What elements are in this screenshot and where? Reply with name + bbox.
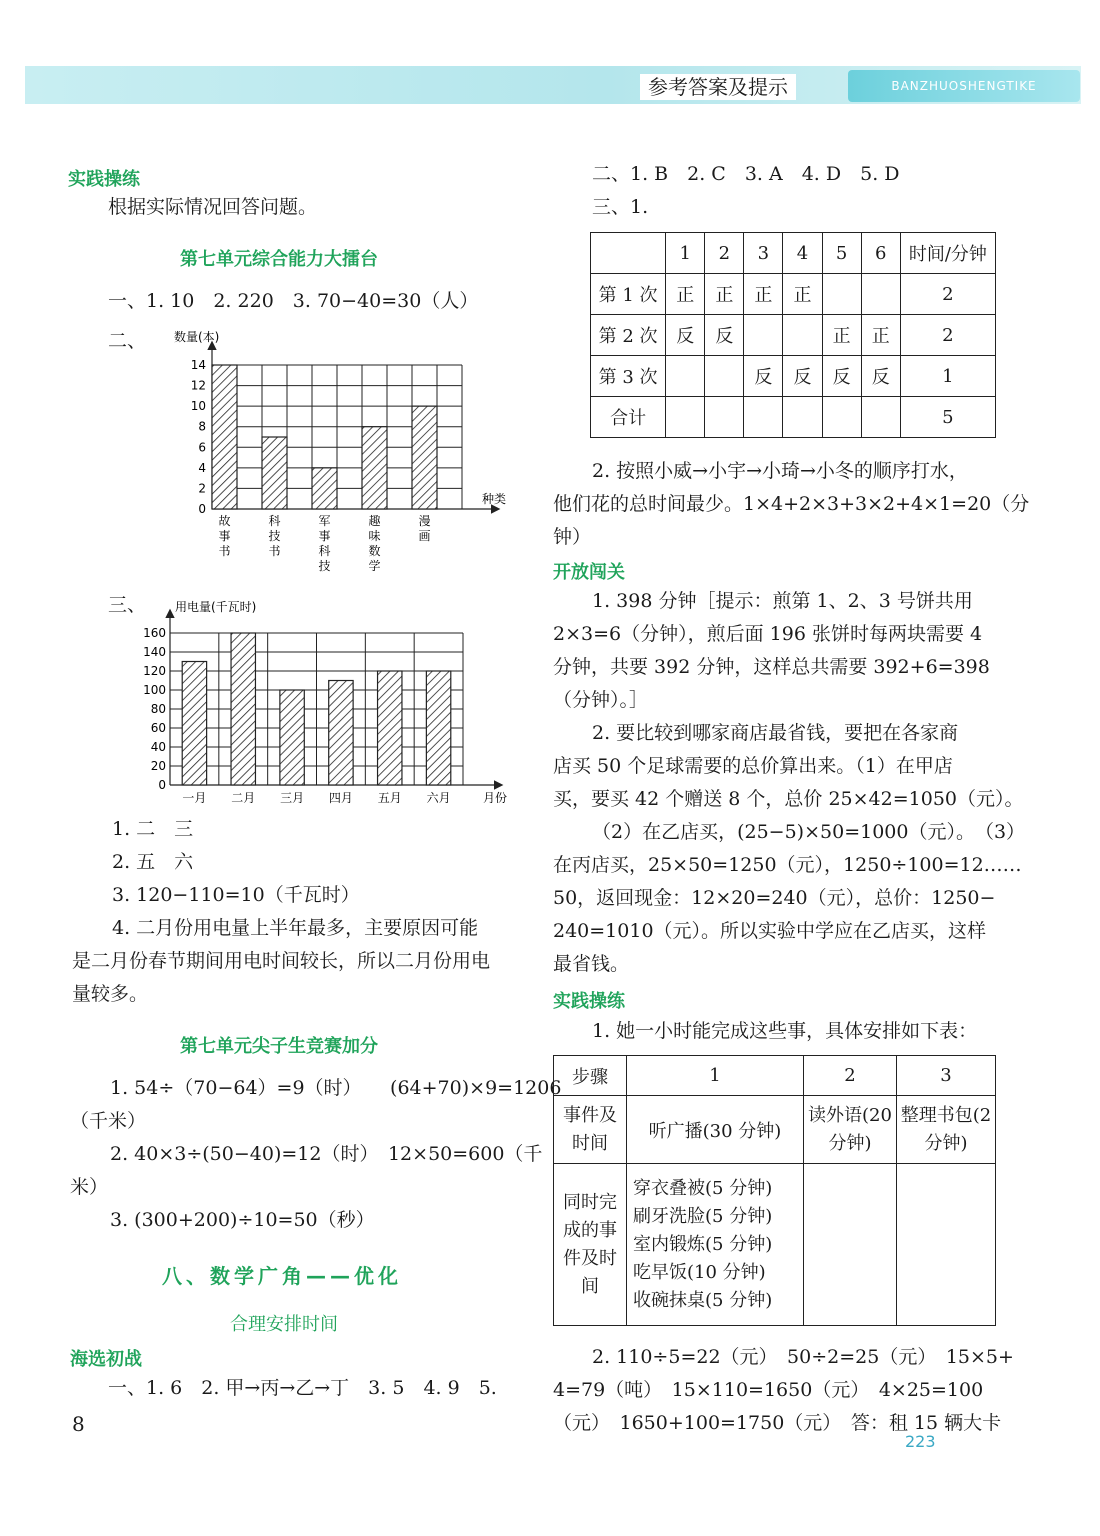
y-axis-label: 用电量(千瓦时) (175, 600, 257, 614)
bar (212, 365, 237, 509)
comp-3: 3. (300+200)÷10=50（秒） (110, 1209, 375, 1231)
open-line: （分钟）。］ (553, 689, 649, 711)
comp-1-cont: （千米） (70, 1110, 147, 1132)
t2-h0: 步骤 (554, 1056, 627, 1096)
comp-2-cont: 米） (70, 1176, 109, 1198)
t2-r1-label: 事件及时间 (554, 1096, 627, 1164)
table-row (591, 356, 996, 397)
unit7-title: 第七单元综合能力大擂台 (180, 249, 378, 270)
open-line: （2）在乙店买，(25−5)×50=1000（元）。 （3） (592, 821, 1026, 843)
table-cell (861, 397, 900, 438)
schedule-table (553, 1055, 996, 1326)
table-row (591, 315, 996, 356)
table-header-row (591, 233, 996, 274)
y-tick-label: 0 (198, 502, 206, 516)
table-cell (666, 397, 705, 438)
answer-one: 一、1. 10 2. 220 3. 70−40=30（人） (108, 290, 479, 312)
chart-electricity (140, 598, 525, 813)
table-cell (705, 397, 744, 438)
x-tick-label: 一月 (182, 791, 207, 805)
right-line-2: 三、1. (592, 196, 649, 218)
open-line: 店买 50 个足球需要的总价算出来。（1）在甲店 (553, 755, 953, 777)
x-tick-label: 四月 (328, 791, 353, 805)
table-cell (822, 274, 861, 315)
x-tick-label: 味 (368, 529, 381, 543)
p5-2: 4=79（吨） 15×110=1650（元） 4×25=100 (553, 1379, 984, 1401)
answer-two-label: 二、 (108, 330, 147, 352)
table-cell: 1 (900, 356, 995, 397)
x-tick-label: 科 (268, 514, 281, 528)
t2-h1: 1 (627, 1056, 804, 1096)
x-tick-label: 事 (318, 529, 331, 543)
list-item: 室内锻炼(5 分钟) (633, 1233, 773, 1255)
table-row (591, 274, 996, 315)
table-cell: 正 (705, 274, 744, 315)
practice-1-text: 根据实际情况回答问题。 (108, 196, 318, 218)
table-cell: 反 (783, 356, 822, 397)
t2-r2-list (627, 1164, 804, 1326)
table-cell (783, 315, 822, 356)
unit7-competition-title: 第七单元尖子生竞赛加分 (180, 1036, 378, 1057)
t2-h3: 3 (897, 1056, 996, 1096)
bar (280, 690, 304, 785)
table-cell: 第 2 次 (591, 315, 666, 356)
y-tick-label: 12 (190, 378, 206, 393)
x-tick-label: 书 (218, 544, 231, 558)
table-cell: 时间/分钟 (900, 233, 995, 274)
x-tick-label: 六月 (426, 791, 451, 805)
page-number-right: 223 (905, 1432, 936, 1451)
bar (329, 681, 353, 786)
header-pill: BANZHUOSHENGTIKE (848, 70, 1080, 102)
ans-4: 4. 二月份用电量上半年最多，主要原因可能 (112, 917, 479, 939)
x-tick-label: 漫 (418, 514, 431, 528)
x-tick-label: 三月 (280, 791, 305, 805)
ans-4-cont: 是二月份春节期间用电时间较长，所以二月份用电 (72, 950, 491, 972)
t2-h2: 2 (804, 1056, 897, 1096)
table-cell: 正 (861, 315, 900, 356)
y-tick-label: 10 (190, 399, 206, 414)
t2-r1-c1: 听广播(30 分钟) (627, 1096, 804, 1164)
comp-1: 1. 54÷（70−64）=9（时） (64+70)×9=1206 (110, 1077, 562, 1099)
y-tick-label: 60 (150, 721, 166, 735)
table-cell: 第 1 次 (591, 274, 666, 315)
table-cell: 2 (705, 233, 744, 274)
table-cell: 反 (744, 356, 783, 397)
table-cell: 反 (822, 356, 861, 397)
x-tick-label: 科 (318, 544, 331, 558)
x-axis-label: 月份 (483, 791, 508, 805)
y-tick-label: 14 (190, 358, 206, 372)
x-tick-label: 军 (318, 514, 331, 528)
y-tick-label: 80 (150, 702, 166, 716)
table-cell: 正 (666, 274, 705, 315)
y-tick-label: 8 (198, 419, 206, 434)
table-cell: 反 (666, 315, 705, 356)
y-tick-label: 100 (143, 683, 166, 697)
table-cell (744, 315, 783, 356)
bar (231, 633, 255, 785)
section-heats: 海选初战 (70, 1349, 142, 1370)
p2-3: 钟） (553, 526, 592, 548)
table-cell: 1 (666, 233, 705, 274)
heats-text: 一、1. 6 2. 甲→丙→乙→丁 3. 5 4. 9 5. (108, 1377, 497, 1399)
section-practice-1: 实践操练 (68, 169, 140, 190)
x-tick-label: 技 (318, 559, 331, 573)
x-tick-label: 技 (268, 529, 281, 543)
chart-books (160, 325, 520, 580)
bar (362, 427, 387, 509)
comp-2: 2. 40×3÷(50−40)=12（时） 12×50=600（千 (110, 1143, 543, 1165)
coin-table (590, 232, 996, 438)
table-row (591, 397, 996, 438)
table-cell: 第 3 次 (591, 356, 666, 397)
answer-three-label: 三、 (108, 594, 147, 616)
bar (412, 406, 437, 509)
chapter8-subtitle: 合理安排时间 (230, 1314, 338, 1335)
open-line: 240=1010（元）。所以实验中学应在乙店买，这样 (553, 920, 987, 942)
table-cell: 4 (783, 233, 822, 274)
table-cell (705, 356, 744, 397)
y-axis-label: 数量(本) (174, 330, 220, 344)
p5-3: （元） 1650+100=1750（元） 答：租 15 辆大卡 (553, 1412, 1002, 1434)
open-line: 2. 要比较到哪家商店最省钱，要把在各家商 (592, 722, 959, 744)
x-tick-label: 五月 (377, 791, 402, 805)
y-tick-label: 140 (143, 645, 166, 659)
y-tick-label: 20 (150, 759, 166, 773)
table-cell: 2 (900, 315, 995, 356)
ans-4-end: 量较多。 (72, 983, 149, 1005)
table-cell (783, 397, 822, 438)
open-line: 2×3=6（分钟），煎后面 196 张饼时每两块需要 4 (553, 623, 983, 645)
y-tick-label: 0 (158, 778, 166, 792)
x-axis-label: 种类 (482, 492, 507, 506)
ans-1: 1. 二 三 (112, 818, 194, 840)
open-line: 最省钱。 (553, 953, 630, 975)
x-tick-label: 趣 (368, 514, 381, 528)
p5-1: 2. 110÷5=22（元） 50÷2=25（元） 15×5+ (592, 1346, 1014, 1368)
bar (262, 437, 287, 509)
table-cell: 5 (822, 233, 861, 274)
t2-r2-label: 同时完成的事件及时间 (554, 1164, 627, 1326)
p2-2: 他们花的总时间最少。1×4+2×3+3×2+4×1=20（分 (553, 493, 1030, 515)
bar (182, 662, 206, 786)
ans-3: 3. 120−110=10（千瓦时） (112, 884, 360, 906)
right-line-1: 二、1. B 2. C 3. A 4. D 5. D (592, 163, 900, 185)
y-tick-label: 120 (143, 664, 166, 678)
table-cell: 正 (744, 274, 783, 315)
ans-2: 2. 五 六 (112, 851, 194, 873)
table-cell: 5 (900, 397, 995, 438)
t2-r1-c3: 整理书包(2 分钟) (897, 1096, 996, 1164)
bar (378, 671, 402, 785)
y-tick-label: 40 (150, 740, 166, 754)
bar (312, 468, 337, 509)
t2-r1-c2: 读外语(20分钟) (804, 1096, 897, 1164)
open-line: 1. 398 分钟［提示：煎第 1、2、3 号饼共用 (592, 590, 973, 612)
x-tick-label: 画 (418, 529, 431, 543)
table-cell: 3 (744, 233, 783, 274)
p2-1: 2. 按照小威→小宇→小琦→小冬的顺序打水， (592, 460, 968, 482)
table-cell (591, 233, 666, 274)
table-cell: 反 (861, 356, 900, 397)
chapter8-title: 八、数学广角——优化 (162, 1264, 402, 1288)
x-tick-label: 故 (218, 514, 231, 528)
table-cell: 2 (900, 274, 995, 315)
open-line: 分钟，共要 392 分钟，这样总共需要 392+6=398 (553, 656, 990, 678)
y-tick-label: 2 (198, 481, 206, 496)
list-item: 吃早饭(10 分钟) (633, 1261, 766, 1283)
list-item: 刷牙洗脸(5 分钟) (633, 1205, 773, 1227)
bar (426, 671, 450, 785)
y-tick-label: 4 (198, 460, 206, 475)
open-line: 买，要买 42 个赠送 8 个，总价 25×42=1050（元）。 (553, 788, 1024, 810)
table-cell: 合计 (591, 397, 666, 438)
y-tick-label: 6 (198, 440, 206, 455)
page-number-left: 8 (72, 1412, 85, 1436)
table-cell: 正 (822, 315, 861, 356)
x-tick-label: 书 (268, 544, 281, 558)
table-cell (744, 397, 783, 438)
header-title: 参考答案及提示 (640, 74, 796, 100)
x-tick-label: 数 (368, 544, 381, 558)
table-cell (861, 274, 900, 315)
t2-r2-c3 (897, 1164, 996, 1326)
section-open: 开放闯关 (553, 562, 625, 583)
table-cell: 正 (783, 274, 822, 315)
list-item: 穿衣叠被(5 分钟) (633, 1177, 773, 1199)
list-item: 收碗抹桌(5 分钟) (633, 1289, 773, 1311)
table-cell (666, 356, 705, 397)
open-line: 50，返回现金：12×20=240（元），总价：1250− (553, 887, 996, 909)
t2-r2-c2 (804, 1164, 897, 1326)
section-practice-2: 实践操练 (553, 991, 625, 1012)
y-tick-label: 160 (143, 626, 166, 640)
open-line: 在丙店买，25×50=1250（元），1250÷100=12…… (553, 854, 1022, 876)
table-cell (822, 397, 861, 438)
table-cell: 反 (705, 315, 744, 356)
table-cell: 6 (861, 233, 900, 274)
x-tick-label: 学 (368, 559, 381, 573)
x-tick-label: 事 (218, 529, 231, 543)
x-tick-label: 二月 (231, 791, 256, 805)
practice-2-text: 1. 她一小时能完成这些事，具体安排如下表： (592, 1020, 978, 1042)
